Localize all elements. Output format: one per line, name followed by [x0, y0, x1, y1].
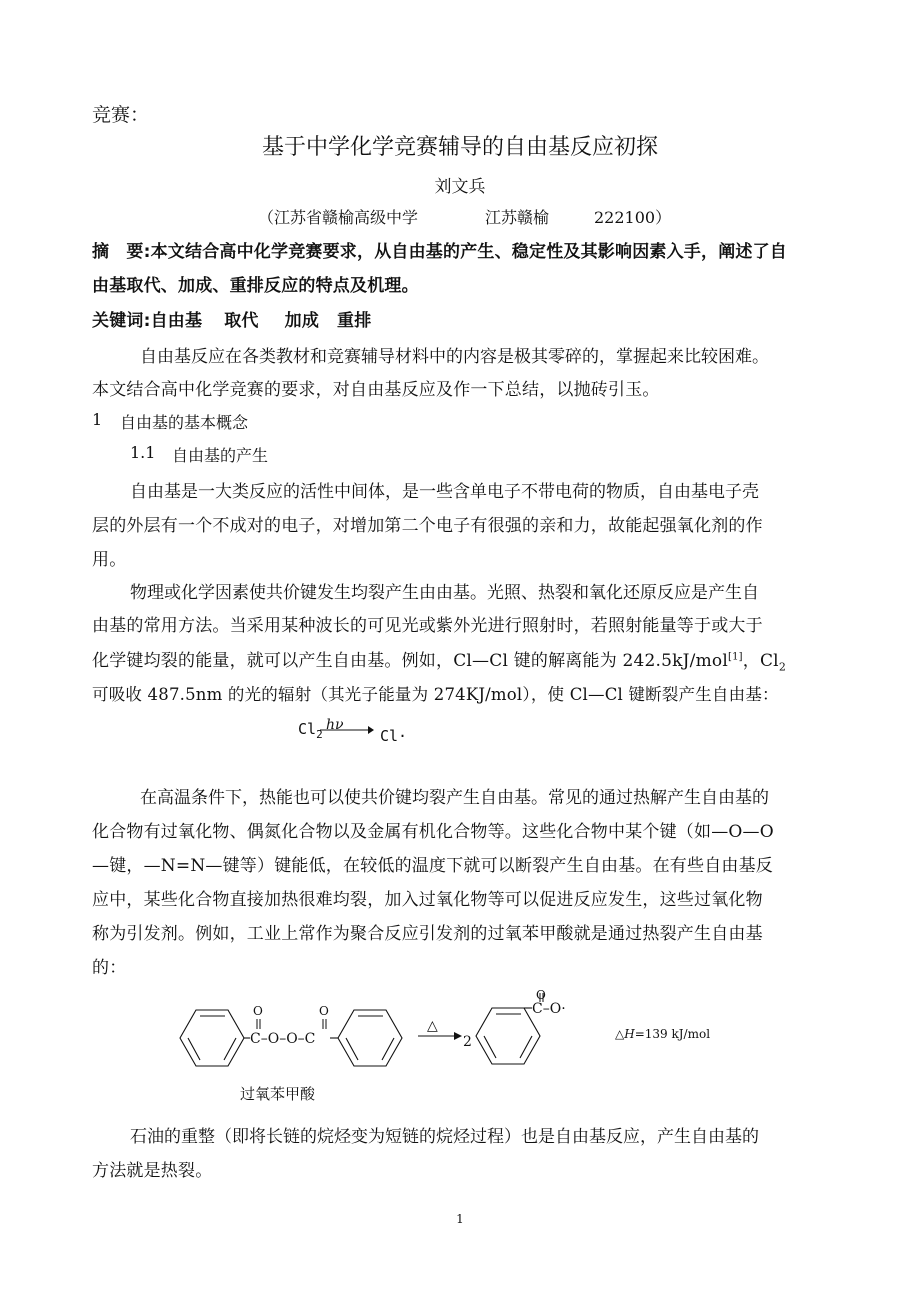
- abstract-line-2: 由基取代、加成、重排反应的特点及机理。: [92, 276, 419, 296]
- benzoyloxy-radical: C–O·: [532, 1001, 566, 1017]
- peroxide-chain: C–O–O–C: [250, 1031, 316, 1047]
- para1-line-3: 用。: [92, 550, 127, 570]
- benzene-ring-icon: [476, 1008, 540, 1064]
- reactant-subscript: 2: [316, 728, 323, 741]
- para4-line-2: 方法就是热裂。: [92, 1161, 213, 1181]
- subsection-number: 1.1: [130, 443, 156, 462]
- abstract-colon: :: [143, 242, 151, 262]
- enthalpy: △H=139 kJ/mol: [615, 1027, 711, 1041]
- para2-line-3-text: 化学键均裂的能量，就可以产生自由基。例如，Cl—Cl 键的解离能为 242.5kJ/mol: [92, 651, 728, 671]
- keyword-item: 取代: [224, 311, 259, 331]
- heat-icon: △: [427, 1018, 438, 1034]
- section-number: 1: [92, 410, 103, 429]
- keyword-item: 自由基: [150, 311, 203, 331]
- abstract-line-1: [92, 237, 787, 262]
- carbonyl-oxygen: O: [536, 990, 546, 1002]
- postcode: 222100）: [594, 208, 672, 227]
- para2-line-2: 由基的常用方法。当采用某种波长的可见光或紫外光进行照射时，若照射能量等于或大于: [92, 616, 763, 636]
- page-number: 1: [456, 1212, 464, 1226]
- reactant-symbol: Cl: [298, 720, 317, 738]
- abstract-label: 摘 要: [92, 242, 144, 262]
- reaction-arrow: [320, 724, 374, 736]
- location: 江苏赣榆: [485, 208, 550, 227]
- equation-product: Cl·: [380, 727, 408, 745]
- keyword-item: 重排: [337, 311, 372, 331]
- benzene-ring-icon: [180, 1010, 244, 1066]
- para2-line-3-cl: ，Cl: [742, 651, 779, 671]
- author-name: 刘文兵: [434, 177, 486, 197]
- abstract-text-1: 本文结合高中化学竞赛要求，从自由基的产生、稳定性及其影响因素入手，阐述了自: [150, 242, 788, 262]
- para2-line-4: 可吸收 487.5nm 的光的辐射（其光子能量为 274KJ/mol），使 Cl—Cl 键断裂产生自由基：: [92, 685, 779, 704]
- subscript: 2: [778, 660, 787, 674]
- para1-line-2: 层的外层有一个不成对的电子，对增加第二个电子有很强的亲和力，故能起强氧化剂的作: [92, 516, 763, 536]
- para1-line-1: 自由基是一大类反应的活性中间体，是一些含单电子不带电荷的物质，自由基电子壳: [130, 482, 759, 502]
- para3-line-3: —键，—N=N—键等）键能低，在较低的温度下就可以断裂产生自由基。在有些自由基反: [92, 856, 773, 876]
- keyword-item: 加成: [284, 311, 320, 331]
- benzoyl-peroxide-scheme: [170, 990, 740, 1070]
- para3-line-1: 在高温条件下，热能也可以使共价键均裂产生自由基。常见的通过热解产生自由基的: [140, 788, 769, 808]
- scheme-caption: 过氧苯甲酸: [240, 1085, 316, 1103]
- para3-line-2: 化合物有过氧化物、偶氮化合物以及金属有机化合物等。这些化合物中某个键（如—O—O: [92, 822, 774, 842]
- carbonyl-oxygen: O: [319, 1004, 329, 1018]
- para2-line-3: [92, 646, 786, 673]
- affiliation: （江苏省赣榆高级中学: [258, 208, 419, 227]
- para2-line-1: 物理或化学因素使共价键发生均裂产生由由基。光照、热裂和氧化还原反应是产生自: [130, 583, 759, 603]
- benzene-ring-icon: [338, 1010, 402, 1066]
- section-label: 竞赛：: [92, 104, 150, 126]
- para3-line-4: 应中，某些化合物直接加热很难均裂，加入过氧化物等可以促进反应发生，这些过氧化物: [92, 890, 763, 910]
- citation-ref[interactable]: [1]: [728, 651, 743, 663]
- keywords-label: 关键词:: [92, 311, 151, 331]
- para3-line-5: 称为引发剂。例如，工业上常作为聚合反应引发剂的过氧苯甲酸就是通过热裂产生自由基: [92, 924, 763, 944]
- arrow-head-icon: [454, 1032, 462, 1040]
- photolysis-equation: [298, 718, 428, 748]
- subsection-heading: 自由基的产生: [172, 446, 269, 465]
- para3-line-6: 的：: [92, 958, 127, 978]
- section-heading: 自由基的基本概念: [120, 413, 249, 432]
- equation-reactant: [298, 720, 323, 741]
- para4-line-1: 石油的重整（即将长链的烷烃变为短链的烷烃过程）也是自由基反应，产生自由基的: [130, 1127, 759, 1147]
- keywords-line: [92, 306, 371, 331]
- page-title: 基于中学化学竞赛辅导的自由基反应初探: [261, 135, 658, 160]
- intro-line-1: 自由基反应在各类教材和竞赛辅导材料中的内容是极其零碎的，掌握起来比较困难。: [140, 347, 769, 367]
- coefficient: 2: [463, 1034, 472, 1050]
- carbonyl-oxygen: O: [253, 1004, 263, 1018]
- condition-label: hν: [326, 717, 344, 733]
- intro-line-2: 本文结合高中化学竞赛的要求，对自由基反应及作一下总结，以抛砖引玉。: [92, 380, 660, 400]
